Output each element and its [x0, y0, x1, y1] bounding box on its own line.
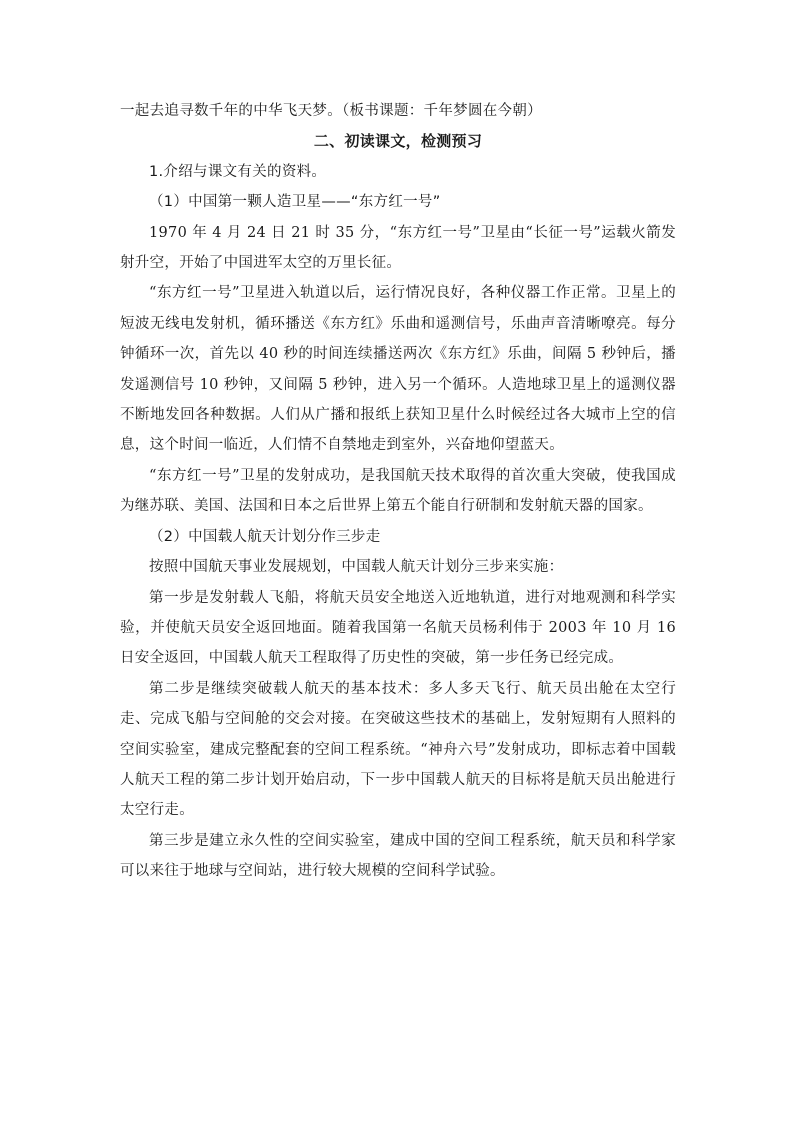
sub1-paragraph-1: 1970 年 4 月 24 日 21 时 35 分，“东方红一号”卫星由“长征一号”运载火箭发射升空，开始了中国进军太空的万里长征。 — [120, 224, 676, 272]
sub2-step-2: 第二步是继续突破载人航天的基本技术：多人多天飞行、航天员出舱在太空行走、完成飞船与空间舱的交会对接。在突破这些技术的基础上，发射短期有人照料的空间实验室，建成完整配套的空间工程系统。“神舟六号”发射成功，即标志着中国载人航天工程的第二步计划开始启动，下一步中国载人航天的目标将是航天员出舱进行太空行走。 — [120, 680, 676, 819]
section-heading: 二、初读课文，检测预习 — [313, 132, 483, 151]
sub1-paragraph-2: “东方红一号”卫星进入轨道以后，运行情况良好，各种仪器工作正常。卫星上的短波无线电发射机，循环播送《东方红》乐曲和遥测信号，乐曲声音清晰嘹亮。每分钟循环一次，首先以 40 秒的时间连续播送两次《东方红》乐曲，间隔 5 秒钟后，播发遥测信号 10 秒钟，又间隔 5 秒钟，进入另一个循环。人造地球卫星上的遥测仪器不断地发回各种数据。人们从广播和报纸上获知卫星什么时候经过各大城市上空的信息，这个时间一临近，人们情不自禁地走到室外，兴奋地仰望蓝天。 — [120, 285, 676, 454]
sub2-step-1: 第一步是发射载人飞船，将航天员安全地送入近地轨道，进行对地观测和科学实验，并使航天员安全返回地面。随着我国第一名航天员杨利伟于 2003 年 10 月 16 日安全返回，中国载人航天工程取得了历史性的突破，第一步任务已经完成。 — [120, 589, 676, 667]
sub2-intro: 按照中国航天事业发展规划，中国载人航天计划分三步来实施： — [149, 559, 564, 576]
subsection-2-title: （2）中国载人航天计划分作三步走 — [149, 528, 381, 545]
subsection-1-title: （1）中国第一颗人造卫星——“东方红一号” — [149, 194, 441, 211]
sub1-paragraph-3: “东方红一号”卫星的发射成功，是我国航天技术取得的首次重大突破，使我国成为继苏联、美国、法国和日本之后世界上第五个能自行研制和发射航天器的国家。 — [120, 467, 676, 515]
sub2-step-3: 第三步是建立永久性的空间实验室，建成中国的空间工程系统，航天员和科学家可以来往于地球与空间站，进行较大规模的空间科学试验。 — [120, 832, 676, 880]
document-body — [120, 96, 676, 887]
continuation-line: 一起去追寻数千年的中华飞天梦。（板书课题：千年梦圆在今朝） — [120, 103, 542, 119]
item-1-text: 1.介绍与课文有关的资料。 — [149, 163, 327, 180]
